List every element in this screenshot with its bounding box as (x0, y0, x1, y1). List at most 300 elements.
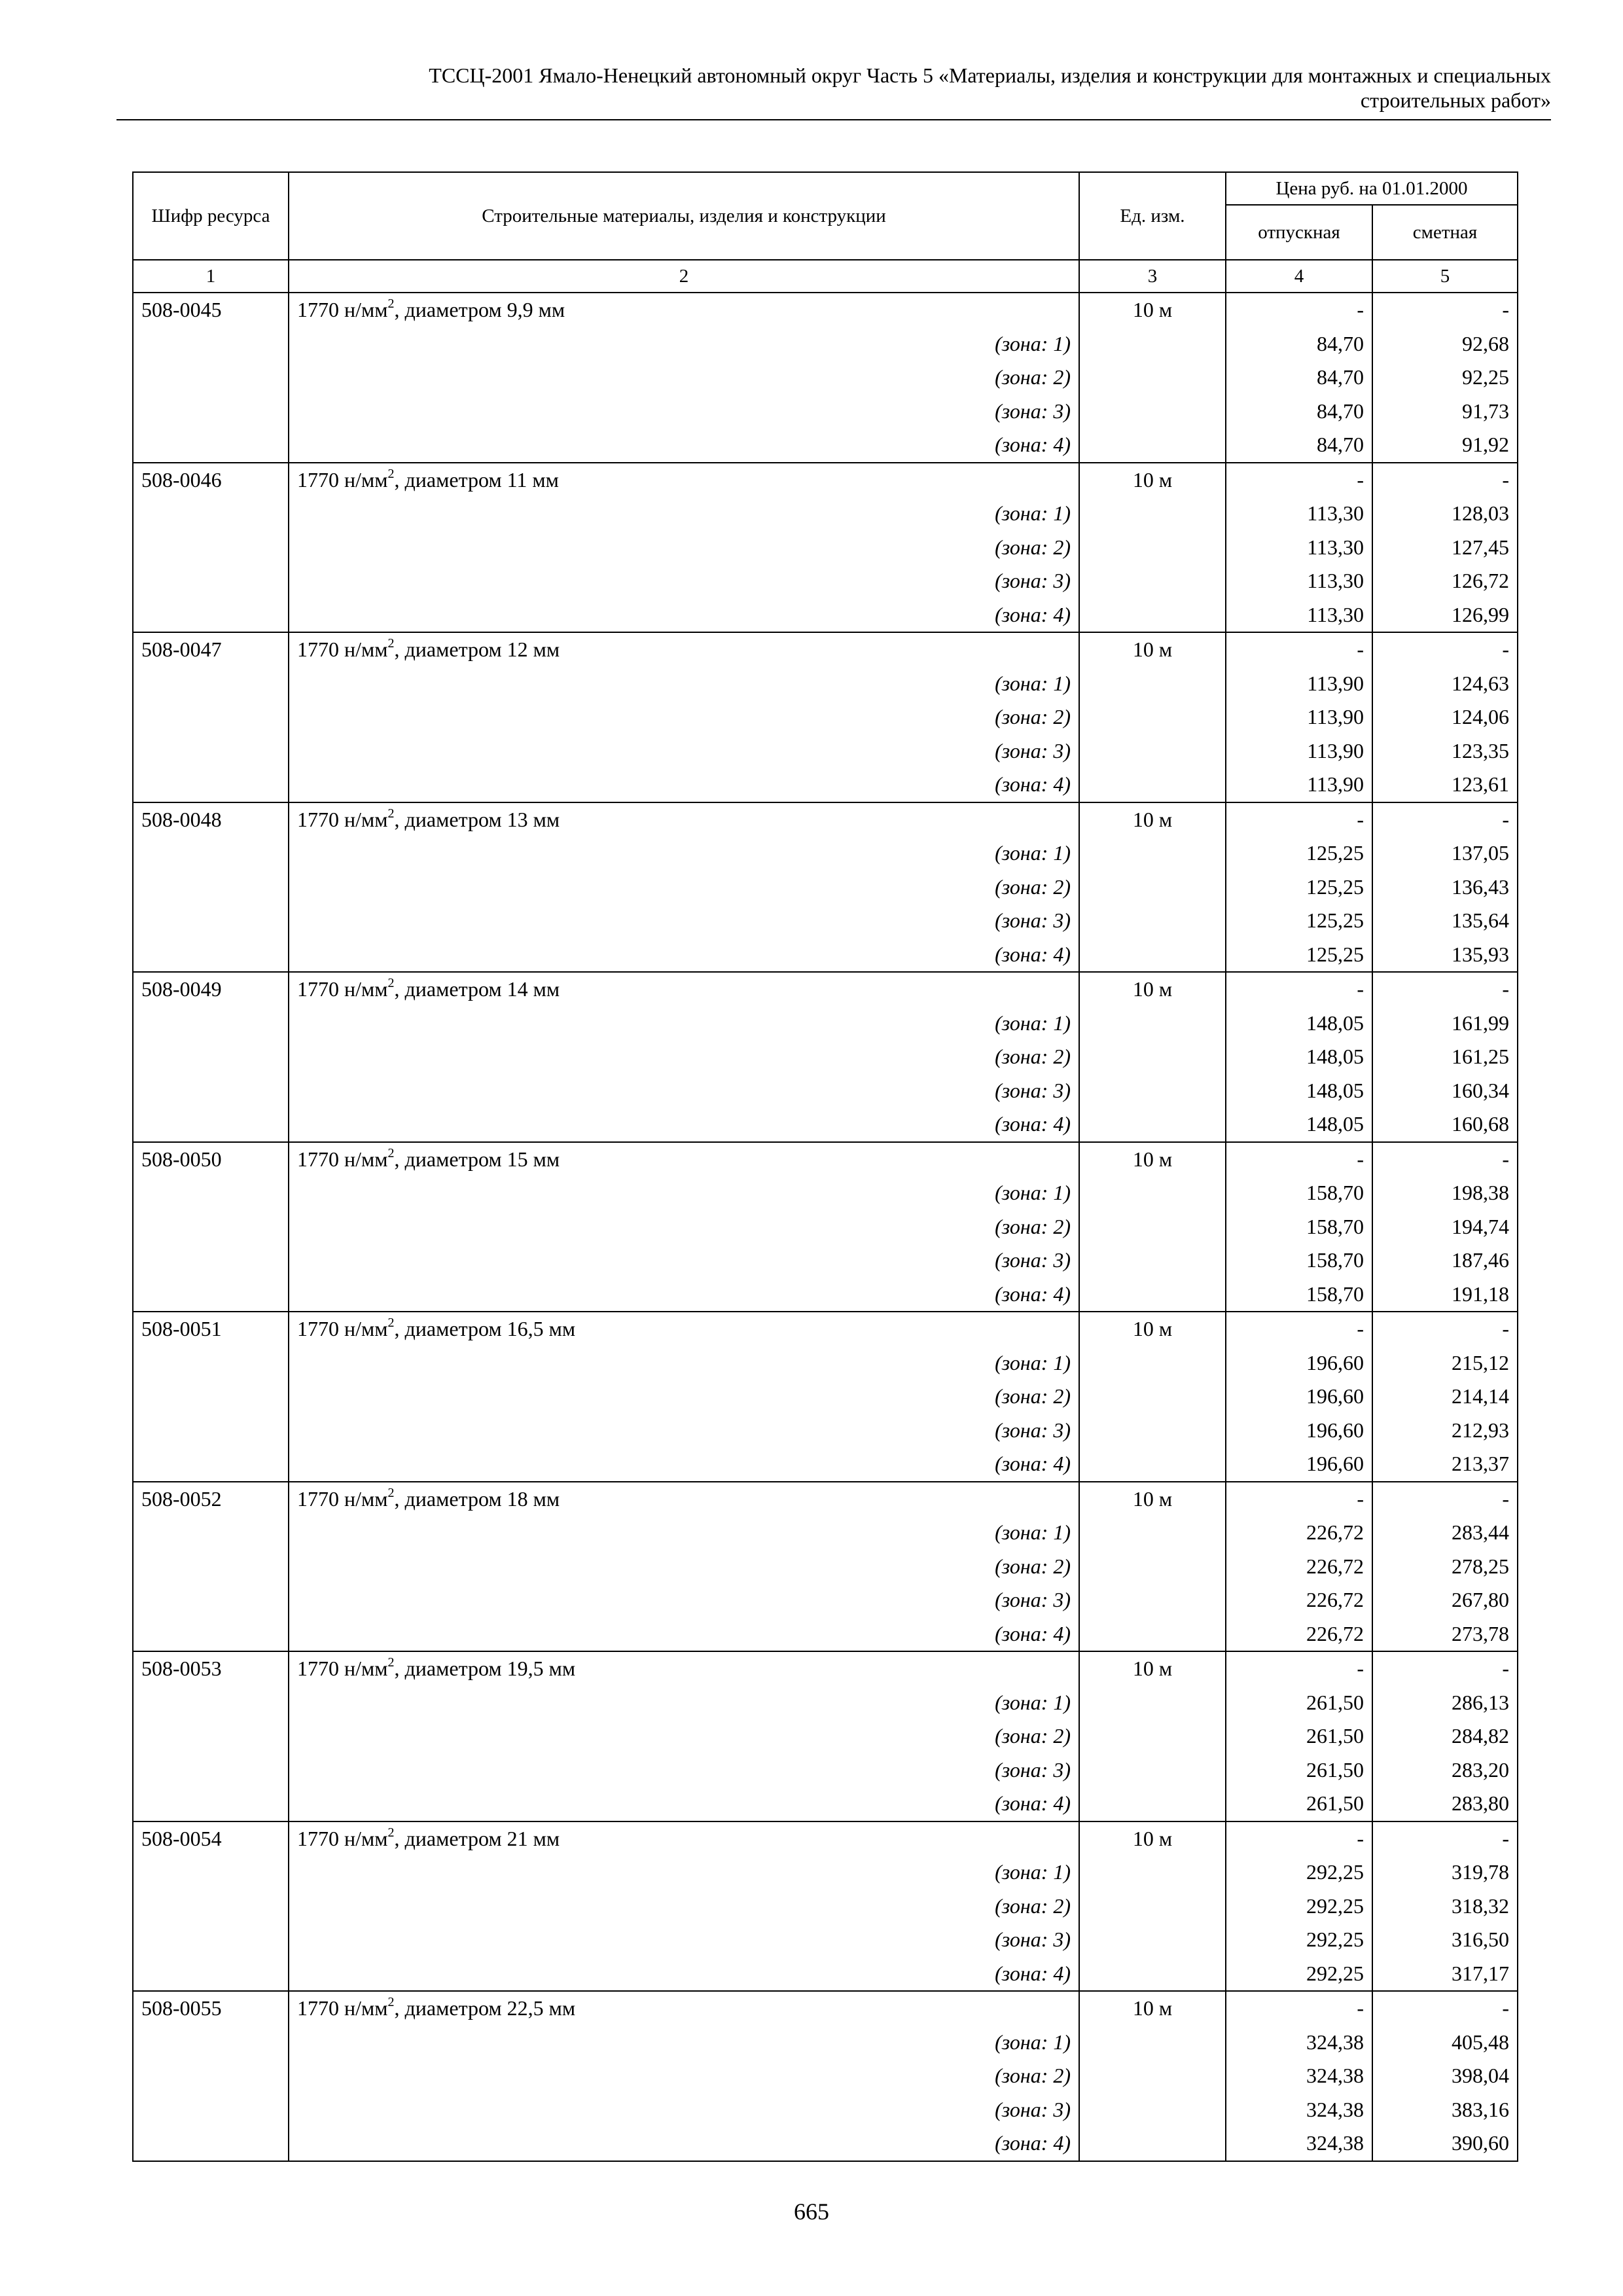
zone-release-price: 158,70 (1226, 1176, 1372, 1210)
resource-row (133, 1651, 1518, 1686)
empty-cell (1079, 327, 1226, 361)
zone-release-price: 148,05 (1226, 1074, 1372, 1108)
release-price: - (1226, 632, 1372, 667)
zone-release-price: 84,70 (1226, 395, 1372, 429)
zone-release-price: 261,50 (1226, 1686, 1372, 1720)
zone-estimate-price: 267,80 (1372, 1583, 1518, 1617)
zone-label: (зона: 3) (289, 2093, 1079, 2127)
empty-cell (1079, 1617, 1226, 1652)
resource-name-superscript: 2 (387, 1995, 395, 2009)
resource-name (289, 802, 1079, 837)
zone-release-price: 84,70 (1226, 327, 1372, 361)
resource-name (289, 972, 1079, 1007)
zone-label: (зона: 1) (289, 1686, 1079, 1720)
empty-cell (1079, 1244, 1226, 1278)
zone-row (133, 1923, 1518, 1957)
resource-name-text: 1770 н/мм (297, 1996, 388, 2020)
empty-cell (133, 2093, 289, 2127)
zone-label: (зона: 4) (289, 598, 1079, 633)
empty-cell (1079, 836, 1226, 870)
zone-label: (зона: 1) (289, 2026, 1079, 2060)
zone-estimate-price: 194,74 (1372, 1210, 1518, 1244)
zone-label: (зона: 2) (289, 1380, 1079, 1414)
resource-group (133, 463, 1518, 633)
zone-label: (зона: 4) (289, 1447, 1079, 1482)
resource-group (133, 1991, 1518, 2161)
zone-estimate-price: 126,72 (1372, 564, 1518, 598)
resource-unit: 10 м (1079, 802, 1226, 837)
column-number: 2 (289, 260, 1079, 293)
estimate-price: - (1372, 1312, 1518, 1346)
estimate-price: - (1372, 1651, 1518, 1686)
empty-cell (1079, 1686, 1226, 1720)
empty-cell (133, 1583, 289, 1617)
zone-estimate-price: 213,37 (1372, 1447, 1518, 1482)
zone-label: (зона: 1) (289, 497, 1079, 531)
empty-cell (1079, 2026, 1226, 2060)
zone-release-price: 261,50 (1226, 1753, 1372, 1787)
zone-release-price: 292,25 (1226, 1957, 1372, 1992)
empty-cell (133, 836, 289, 870)
resource-group (133, 972, 1518, 1142)
empty-cell (133, 1007, 289, 1041)
empty-cell (133, 1447, 289, 1482)
zone-row (133, 2026, 1518, 2060)
resource-unit: 10 м (1079, 1651, 1226, 1686)
release-price: - (1226, 1651, 1372, 1686)
empty-cell (1079, 904, 1226, 938)
resource-name (289, 632, 1079, 667)
resource-unit: 10 м (1079, 1482, 1226, 1516)
zone-estimate-price: 136,43 (1372, 870, 1518, 905)
resource-name-superscript: 2 (387, 296, 395, 311)
zone-row (133, 1278, 1518, 1312)
empty-cell (133, 904, 289, 938)
resource-row (133, 463, 1518, 497)
estimate-price: - (1372, 293, 1518, 327)
empty-cell (1079, 1890, 1226, 1924)
zone-label: (зона: 4) (289, 938, 1079, 973)
zone-row (133, 1107, 1518, 1142)
empty-cell (133, 1550, 289, 1584)
zone-label: (зона: 3) (289, 564, 1079, 598)
empty-cell (133, 1278, 289, 1312)
resource-name-text: , диаметром 9,9 мм (394, 298, 565, 321)
zone-estimate-price: 390,60 (1372, 2126, 1518, 2161)
zone-release-price: 196,60 (1226, 1414, 1372, 1448)
header-estimate-price: сметная (1372, 205, 1518, 260)
release-price: - (1226, 1991, 1372, 2026)
zone-estimate-price: 283,20 (1372, 1753, 1518, 1787)
zone-estimate-price: 212,93 (1372, 1414, 1518, 1448)
resource-name-superscript: 2 (387, 1145, 395, 1160)
zone-label: (зона: 3) (289, 395, 1079, 429)
empty-cell (1079, 564, 1226, 598)
empty-cell (133, 1516, 289, 1550)
zone-estimate-price: 128,03 (1372, 497, 1518, 531)
empty-cell (1079, 1787, 1226, 1821)
empty-cell (133, 1380, 289, 1414)
zone-release-price: 148,05 (1226, 1107, 1372, 1142)
empty-cell (1079, 1107, 1226, 1142)
resource-row (133, 1821, 1518, 1856)
zone-estimate-price: 137,05 (1372, 836, 1518, 870)
empty-cell (1079, 1040, 1226, 1074)
empty-cell (1079, 1719, 1226, 1753)
resource-name-superscript: 2 (387, 636, 395, 651)
resource-name-superscript: 2 (387, 976, 395, 990)
release-price: - (1226, 1312, 1372, 1346)
zone-release-price: 113,30 (1226, 564, 1372, 598)
release-price: - (1226, 802, 1372, 837)
zone-release-price: 113,30 (1226, 598, 1372, 633)
resource-row (133, 972, 1518, 1007)
column-number: 3 (1079, 260, 1226, 293)
zone-label: (зона: 2) (289, 2059, 1079, 2093)
resource-name-text: , диаметром 21 мм (394, 1826, 560, 1850)
empty-cell (133, 395, 289, 429)
zone-release-price: 292,25 (1226, 1856, 1372, 1890)
zone-release-price: 158,70 (1226, 1244, 1372, 1278)
zone-label: (зона: 3) (289, 1244, 1079, 1278)
resource-code: 508-0047 (133, 632, 289, 667)
resource-row (133, 632, 1518, 667)
empty-cell (133, 1923, 289, 1957)
empty-cell (1079, 1550, 1226, 1584)
zone-release-price: 292,25 (1226, 1923, 1372, 1957)
zone-label: (зона: 4) (289, 2126, 1079, 2161)
zone-release-price: 158,70 (1226, 1210, 1372, 1244)
zone-estimate-price: 126,99 (1372, 598, 1518, 633)
zone-release-price: 113,90 (1226, 734, 1372, 768)
resource-name (289, 1142, 1079, 1177)
header-divider (116, 119, 1551, 120)
zone-estimate-price: 316,50 (1372, 1923, 1518, 1957)
resource-code: 508-0051 (133, 1312, 289, 1346)
zone-row (133, 395, 1518, 429)
zone-row (133, 1447, 1518, 1482)
zone-label: (зона: 2) (289, 700, 1079, 734)
empty-cell (1079, 1447, 1226, 1482)
estimate-price: - (1372, 1142, 1518, 1177)
resource-name-text: , диаметром 15 мм (394, 1147, 560, 1171)
resource-row (133, 1312, 1518, 1346)
zone-label: (зона: 4) (289, 1787, 1079, 1821)
zone-row (133, 598, 1518, 633)
resource-name (289, 1821, 1079, 1856)
resource-name-text: 1770 н/мм (297, 1657, 388, 1680)
zone-estimate-price: 160,68 (1372, 1107, 1518, 1142)
resource-code: 508-0055 (133, 1991, 289, 2026)
zone-estimate-price: 161,25 (1372, 1040, 1518, 1074)
zone-row (133, 1074, 1518, 1108)
zone-row (133, 1686, 1518, 1720)
zone-estimate-price: 286,13 (1372, 1686, 1518, 1720)
zone-estimate-price: 198,38 (1372, 1176, 1518, 1210)
empty-cell (1079, 667, 1226, 701)
empty-cell (1079, 531, 1226, 565)
resource-name-text: 1770 н/мм (297, 1486, 388, 1511)
zone-release-price: 261,50 (1226, 1719, 1372, 1753)
zone-row (133, 1890, 1518, 1924)
page-number: 665 (794, 2198, 829, 2225)
zone-label: (зона: 1) (289, 327, 1079, 361)
zone-estimate-price: 317,17 (1372, 1957, 1518, 1992)
resource-code: 508-0045 (133, 293, 289, 327)
zone-row (133, 700, 1518, 734)
empty-cell (133, 428, 289, 463)
zone-row (133, 1176, 1518, 1210)
resource-unit: 10 м (1079, 632, 1226, 667)
release-price: - (1226, 1821, 1372, 1856)
empty-cell (133, 2059, 289, 2093)
zone-row (133, 1719, 1518, 1753)
estimate-price: - (1372, 1482, 1518, 1516)
empty-cell (1079, 938, 1226, 973)
price-table (132, 171, 1518, 2162)
zone-row (133, 1856, 1518, 1890)
zone-label: (зона: 1) (289, 1346, 1079, 1380)
zone-estimate-price: 92,25 (1372, 361, 1518, 395)
zone-estimate-price: 92,68 (1372, 327, 1518, 361)
table-header (133, 172, 1518, 293)
resource-name-text: , диаметром 13 мм (394, 807, 560, 831)
empty-cell (133, 938, 289, 973)
zone-row (133, 564, 1518, 598)
empty-cell (133, 1719, 289, 1753)
zone-release-price: 125,25 (1226, 938, 1372, 973)
empty-cell (133, 1856, 289, 1890)
resource-group (133, 1651, 1518, 1821)
zone-label: (зона: 4) (289, 1278, 1079, 1312)
zone-estimate-price: 123,61 (1372, 768, 1518, 802)
zone-label: (зона: 2) (289, 1719, 1079, 1753)
resource-row (133, 293, 1518, 327)
resource-code: 508-0050 (133, 1142, 289, 1177)
empty-cell (133, 1244, 289, 1278)
empty-cell (1079, 1278, 1226, 1312)
estimate-price: - (1372, 802, 1518, 837)
zone-label: (зона: 1) (289, 667, 1079, 701)
zone-estimate-price: 405,48 (1372, 2026, 1518, 2060)
resource-name (289, 1312, 1079, 1346)
zone-release-price: 113,90 (1226, 768, 1372, 802)
zone-release-price: 226,72 (1226, 1550, 1372, 1584)
resource-name-text: , диаметром 19,5 мм (394, 1657, 576, 1680)
zone-release-price: 324,38 (1226, 2026, 1372, 2060)
resource-group (133, 1821, 1518, 1992)
zone-estimate-price: 91,92 (1372, 428, 1518, 463)
zone-estimate-price: 124,63 (1372, 667, 1518, 701)
estimate-price: - (1372, 463, 1518, 497)
header-unit: Ед. изм. (1079, 172, 1226, 260)
zone-estimate-price: 319,78 (1372, 1856, 1518, 1890)
zone-release-price: 113,30 (1226, 497, 1372, 531)
resource-name-superscript: 2 (387, 1825, 395, 1840)
zone-label: (зона: 4) (289, 1107, 1079, 1142)
zone-row (133, 497, 1518, 531)
column-number-row (133, 260, 1518, 293)
empty-cell (133, 1040, 289, 1074)
release-price: - (1226, 463, 1372, 497)
zone-row (133, 1583, 1518, 1617)
empty-cell (133, 1074, 289, 1108)
resource-name-superscript: 2 (387, 1485, 395, 1500)
empty-cell (1079, 1380, 1226, 1414)
zone-row (133, 836, 1518, 870)
running-header-line-2: строительных работ» (1360, 88, 1551, 112)
empty-cell (1079, 497, 1226, 531)
empty-cell (133, 768, 289, 802)
zone-estimate-price: 123,35 (1372, 734, 1518, 768)
zone-row (133, 1753, 1518, 1787)
zone-row (133, 531, 1518, 565)
empty-cell (1079, 1957, 1226, 1992)
resource-unit: 10 м (1079, 293, 1226, 327)
header-price: Цена руб. на 01.01.2000 (1226, 172, 1518, 205)
zone-release-price: 158,70 (1226, 1278, 1372, 1312)
zone-release-price: 196,60 (1226, 1346, 1372, 1380)
zone-row (133, 428, 1518, 463)
zone-release-price: 125,25 (1226, 904, 1372, 938)
zone-release-price: 148,05 (1226, 1007, 1372, 1041)
zone-row (133, 768, 1518, 802)
resource-unit: 10 м (1079, 1991, 1226, 2026)
zone-row (133, 904, 1518, 938)
zone-estimate-price: 383,16 (1372, 2093, 1518, 2127)
empty-cell (1079, 1176, 1226, 1210)
header-code: Шифр ресурса (133, 172, 289, 260)
resource-name (289, 463, 1079, 497)
zone-estimate-price: 214,14 (1372, 1380, 1518, 1414)
zone-estimate-price: 124,06 (1372, 700, 1518, 734)
release-price: - (1226, 972, 1372, 1007)
empty-cell (133, 564, 289, 598)
zone-label: (зона: 2) (289, 1210, 1079, 1244)
empty-cell (1079, 1074, 1226, 1108)
zone-label: (зона: 4) (289, 1617, 1079, 1652)
resource-name-superscript: 2 (387, 806, 395, 821)
empty-cell (1079, 1007, 1226, 1041)
resource-code: 508-0046 (133, 463, 289, 497)
empty-cell (1079, 768, 1226, 802)
empty-cell (133, 1617, 289, 1652)
zone-release-price: 84,70 (1226, 361, 1372, 395)
zone-release-price: 324,38 (1226, 2093, 1372, 2127)
resource-group (133, 802, 1518, 973)
zone-row (133, 2093, 1518, 2127)
empty-cell (1079, 2126, 1226, 2161)
resource-code: 508-0053 (133, 1651, 289, 1686)
resource-group (133, 1482, 1518, 1652)
empty-cell (133, 667, 289, 701)
empty-cell (1079, 395, 1226, 429)
zone-label: (зона: 2) (289, 1040, 1079, 1074)
empty-cell (1079, 428, 1226, 463)
resource-row (133, 802, 1518, 837)
zone-label: (зона: 3) (289, 1074, 1079, 1108)
zone-release-price: 324,38 (1226, 2126, 1372, 2161)
empty-cell (133, 361, 289, 395)
zone-release-price: 148,05 (1226, 1040, 1372, 1074)
zone-release-price: 113,90 (1226, 700, 1372, 734)
resource-row (133, 1482, 1518, 1516)
resource-name (289, 1482, 1079, 1516)
zone-release-price: 125,25 (1226, 836, 1372, 870)
resource-name-superscript: 2 (387, 1316, 395, 1330)
zone-label: (зона: 3) (289, 1583, 1079, 1617)
empty-cell (1079, 1414, 1226, 1448)
zone-estimate-price: 215,12 (1372, 1346, 1518, 1380)
empty-cell (133, 2126, 289, 2161)
empty-cell (133, 1686, 289, 1720)
zone-row (133, 1007, 1518, 1041)
zone-label: (зона: 1) (289, 1007, 1079, 1041)
zone-row (133, 361, 1518, 395)
zone-release-price: 226,72 (1226, 1617, 1372, 1652)
zone-row (133, 2126, 1518, 2161)
zone-estimate-price: 161,99 (1372, 1007, 1518, 1041)
empty-cell (1079, 1210, 1226, 1244)
zone-estimate-price: 284,82 (1372, 1719, 1518, 1753)
empty-cell (133, 327, 289, 361)
empty-cell (133, 1346, 289, 1380)
resource-name-text: , диаметром 14 мм (394, 977, 560, 1001)
resource-group (133, 1312, 1518, 1482)
zone-row (133, 1040, 1518, 1074)
zone-release-price: 292,25 (1226, 1890, 1372, 1924)
resource-name-text: 1770 н/мм (297, 1826, 388, 1850)
empty-cell (1079, 598, 1226, 633)
resource-name-text: 1770 н/мм (297, 637, 388, 661)
zone-release-price: 261,50 (1226, 1787, 1372, 1821)
zone-estimate-price: 135,93 (1372, 938, 1518, 973)
empty-cell (1079, 2093, 1226, 2127)
empty-cell (133, 1107, 289, 1142)
resource-row (133, 1142, 1518, 1177)
zone-label: (зона: 2) (289, 1890, 1079, 1924)
empty-cell (133, 1890, 289, 1924)
resource-name-text: 1770 н/мм (297, 467, 388, 492)
zone-row (133, 1414, 1518, 1448)
release-price: - (1226, 1482, 1372, 1516)
empty-cell (133, 497, 289, 531)
zone-row (133, 327, 1518, 361)
empty-cell (1079, 870, 1226, 905)
zone-label: (зона: 1) (289, 836, 1079, 870)
resource-group (133, 293, 1518, 463)
zone-release-price: 196,60 (1226, 1447, 1372, 1482)
column-number: 5 (1372, 260, 1518, 293)
zone-release-price: 226,72 (1226, 1583, 1372, 1617)
empty-cell (1079, 1753, 1226, 1787)
resource-name-text: 1770 н/мм (297, 977, 388, 1001)
zone-label: (зона: 4) (289, 428, 1079, 463)
running-header-line-1: ТССЦ-2001 Ямало-Ненецкий автономный округ Часть 5 «Материалы, изделия и конструкции для монтажных и специальных (429, 63, 1551, 87)
zone-row (133, 1550, 1518, 1584)
release-price: - (1226, 1142, 1372, 1177)
zone-row (133, 1380, 1518, 1414)
zone-estimate-price: 283,44 (1372, 1516, 1518, 1550)
empty-cell (1079, 734, 1226, 768)
zone-estimate-price: 127,45 (1372, 531, 1518, 565)
zone-estimate-price: 273,78 (1372, 1617, 1518, 1652)
resource-name-text: 1770 н/мм (297, 807, 388, 831)
zone-row (133, 870, 1518, 905)
zone-row (133, 1210, 1518, 1244)
zone-estimate-price: 318,32 (1372, 1890, 1518, 1924)
empty-cell (1079, 361, 1226, 395)
